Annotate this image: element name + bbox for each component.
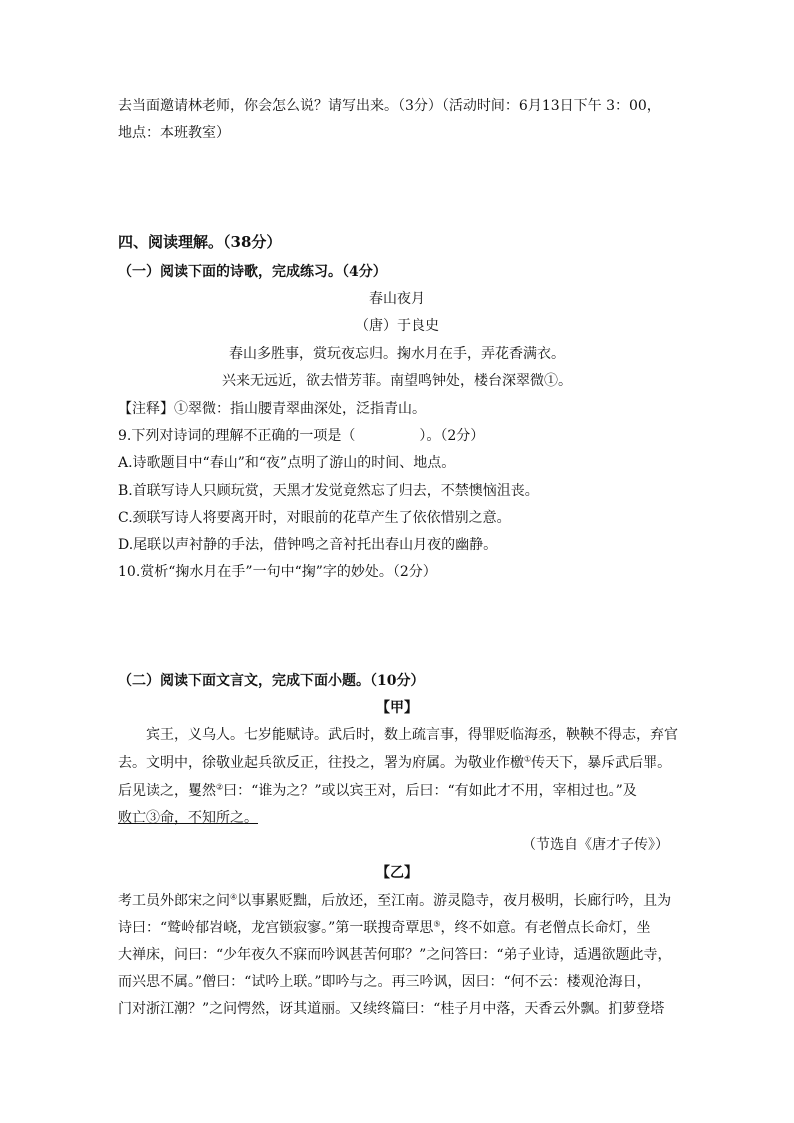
question-9-prefix: 9.下列对诗词的理解不正确的一项是（ <box>118 428 356 444</box>
question-9 <box>118 425 678 447</box>
jia-line-3-tail: 曰：“谁为之？”或以宾王对，后曰：“有如此才不用，宰相过也。”及 <box>223 783 637 799</box>
yi-line-2-tail: ，终不如意。有老僧点长命灯，坐 <box>440 920 651 936</box>
poem-line-2: 兴来无远近，欲去惜芳菲。南望鸣钟处，楼台深翠微①。 <box>222 373 572 389</box>
jia-line-2 <box>118 752 678 774</box>
question-10: 10.赏析“掬水月在手”一句中“掬”字的妙处。（2分） <box>118 564 437 580</box>
section-title: 四、阅读理解。（38分） <box>118 233 282 251</box>
yi-line-1 <box>118 890 678 912</box>
jia-line-4: 败亡③命，不知所之。 <box>118 810 258 826</box>
option-a: A.诗歌题目中“春山”和“夜”点明了游山的时间、地点。 <box>118 455 456 471</box>
intro-line-1: 去当面邀请林老师，你会怎么说？请写出来。（3分）（活动时间：6月13日下午 3：00， <box>118 98 661 114</box>
intro-line-2: 地点：本班教室） <box>118 125 230 141</box>
passage-yi-label: 【乙】 <box>376 865 418 881</box>
option-d: D.尾联以声衬静的手法，借钟鸣之音衬托出春山月夜的幽静。 <box>118 537 498 553</box>
yi-line-2 <box>118 917 678 939</box>
poem-author: （唐）于良史 <box>355 318 439 334</box>
footnote-ref: ⑤ <box>433 919 441 929</box>
yi-line-3: 大禅床，问曰：“少年夜久不寐而吟讽甚苦何耶？”之问答曰：“弟子业诗，适遇欲题此寺， <box>118 947 672 963</box>
poem-title: 春山夜月 <box>369 291 425 307</box>
footnote-ref: ④ <box>230 892 238 902</box>
jia-line-3-text: 后见读之，矍然 <box>118 783 216 799</box>
yi-line-1-tail: 以事累贬黜，后放还，至江南。游灵隐寺，夜月极明，长廊行吟，且为 <box>237 893 672 909</box>
footnote-ref: ② <box>216 782 224 792</box>
jia-line-1: 宾王，义乌人。七岁能赋诗。武后时，数上疏言事，得罪贬临海丞，鞅鞅不得志，弃官 <box>146 727 678 743</box>
yi-line-5: 门对浙江潮？”之问愕然，讶其道丽。又续终篇曰：“桂子月中落，天香云外飘。扪萝登塔 <box>118 1001 665 1017</box>
part1-heading: （一）阅读下面的诗歌，完成练习。（4分） <box>118 264 387 280</box>
option-b: B.首联写诗人只顾玩赏，天黑才发觉竟然忘了归去，不禁懊恼沮丧。 <box>118 483 539 499</box>
option-c: C.颈联写诗人将要离开时，对眼前的花草产生了依依惜别之意。 <box>118 510 511 526</box>
jia-line-2-text: 去。文明中，徐敬业起兵欲反正，往投之，署为府属。为敬业作檄 <box>118 755 524 771</box>
jia-line-2-tail: 传天下，暴斥武后罪。 <box>531 755 672 771</box>
jia-line-3 <box>118 780 678 802</box>
passage-source: （节选自《唐才子传》） <box>522 837 669 853</box>
footnote-ref: ① <box>524 754 532 764</box>
passage-jia-label: 【甲】 <box>376 700 418 716</box>
question-9-suffix: ）。（2分） <box>419 428 485 444</box>
yi-line-4: 而兴思不属。”僧曰：“试吟上联。”即吟与之。再三吟讽，因曰：“何不云：楼观沧海日， <box>118 974 651 990</box>
part2-heading: （二）阅读下面文言文，完成下面小题。（10分） <box>118 673 425 689</box>
poem-line-1: 春山多胜事，赏玩夜忘归。掬水月在手，弄花香满衣。 <box>229 346 565 362</box>
yi-line-2-text: 诗曰：“鹫岭郁岧峣，龙宫锁寂寥。”第一联搜奇覃思 <box>118 920 434 936</box>
yi-line-1-text: 考工员外郎宋之问 <box>118 893 230 909</box>
poem-note: 【注释】①翠微：指山腰青翠曲深处，泛指青山。 <box>118 401 426 417</box>
